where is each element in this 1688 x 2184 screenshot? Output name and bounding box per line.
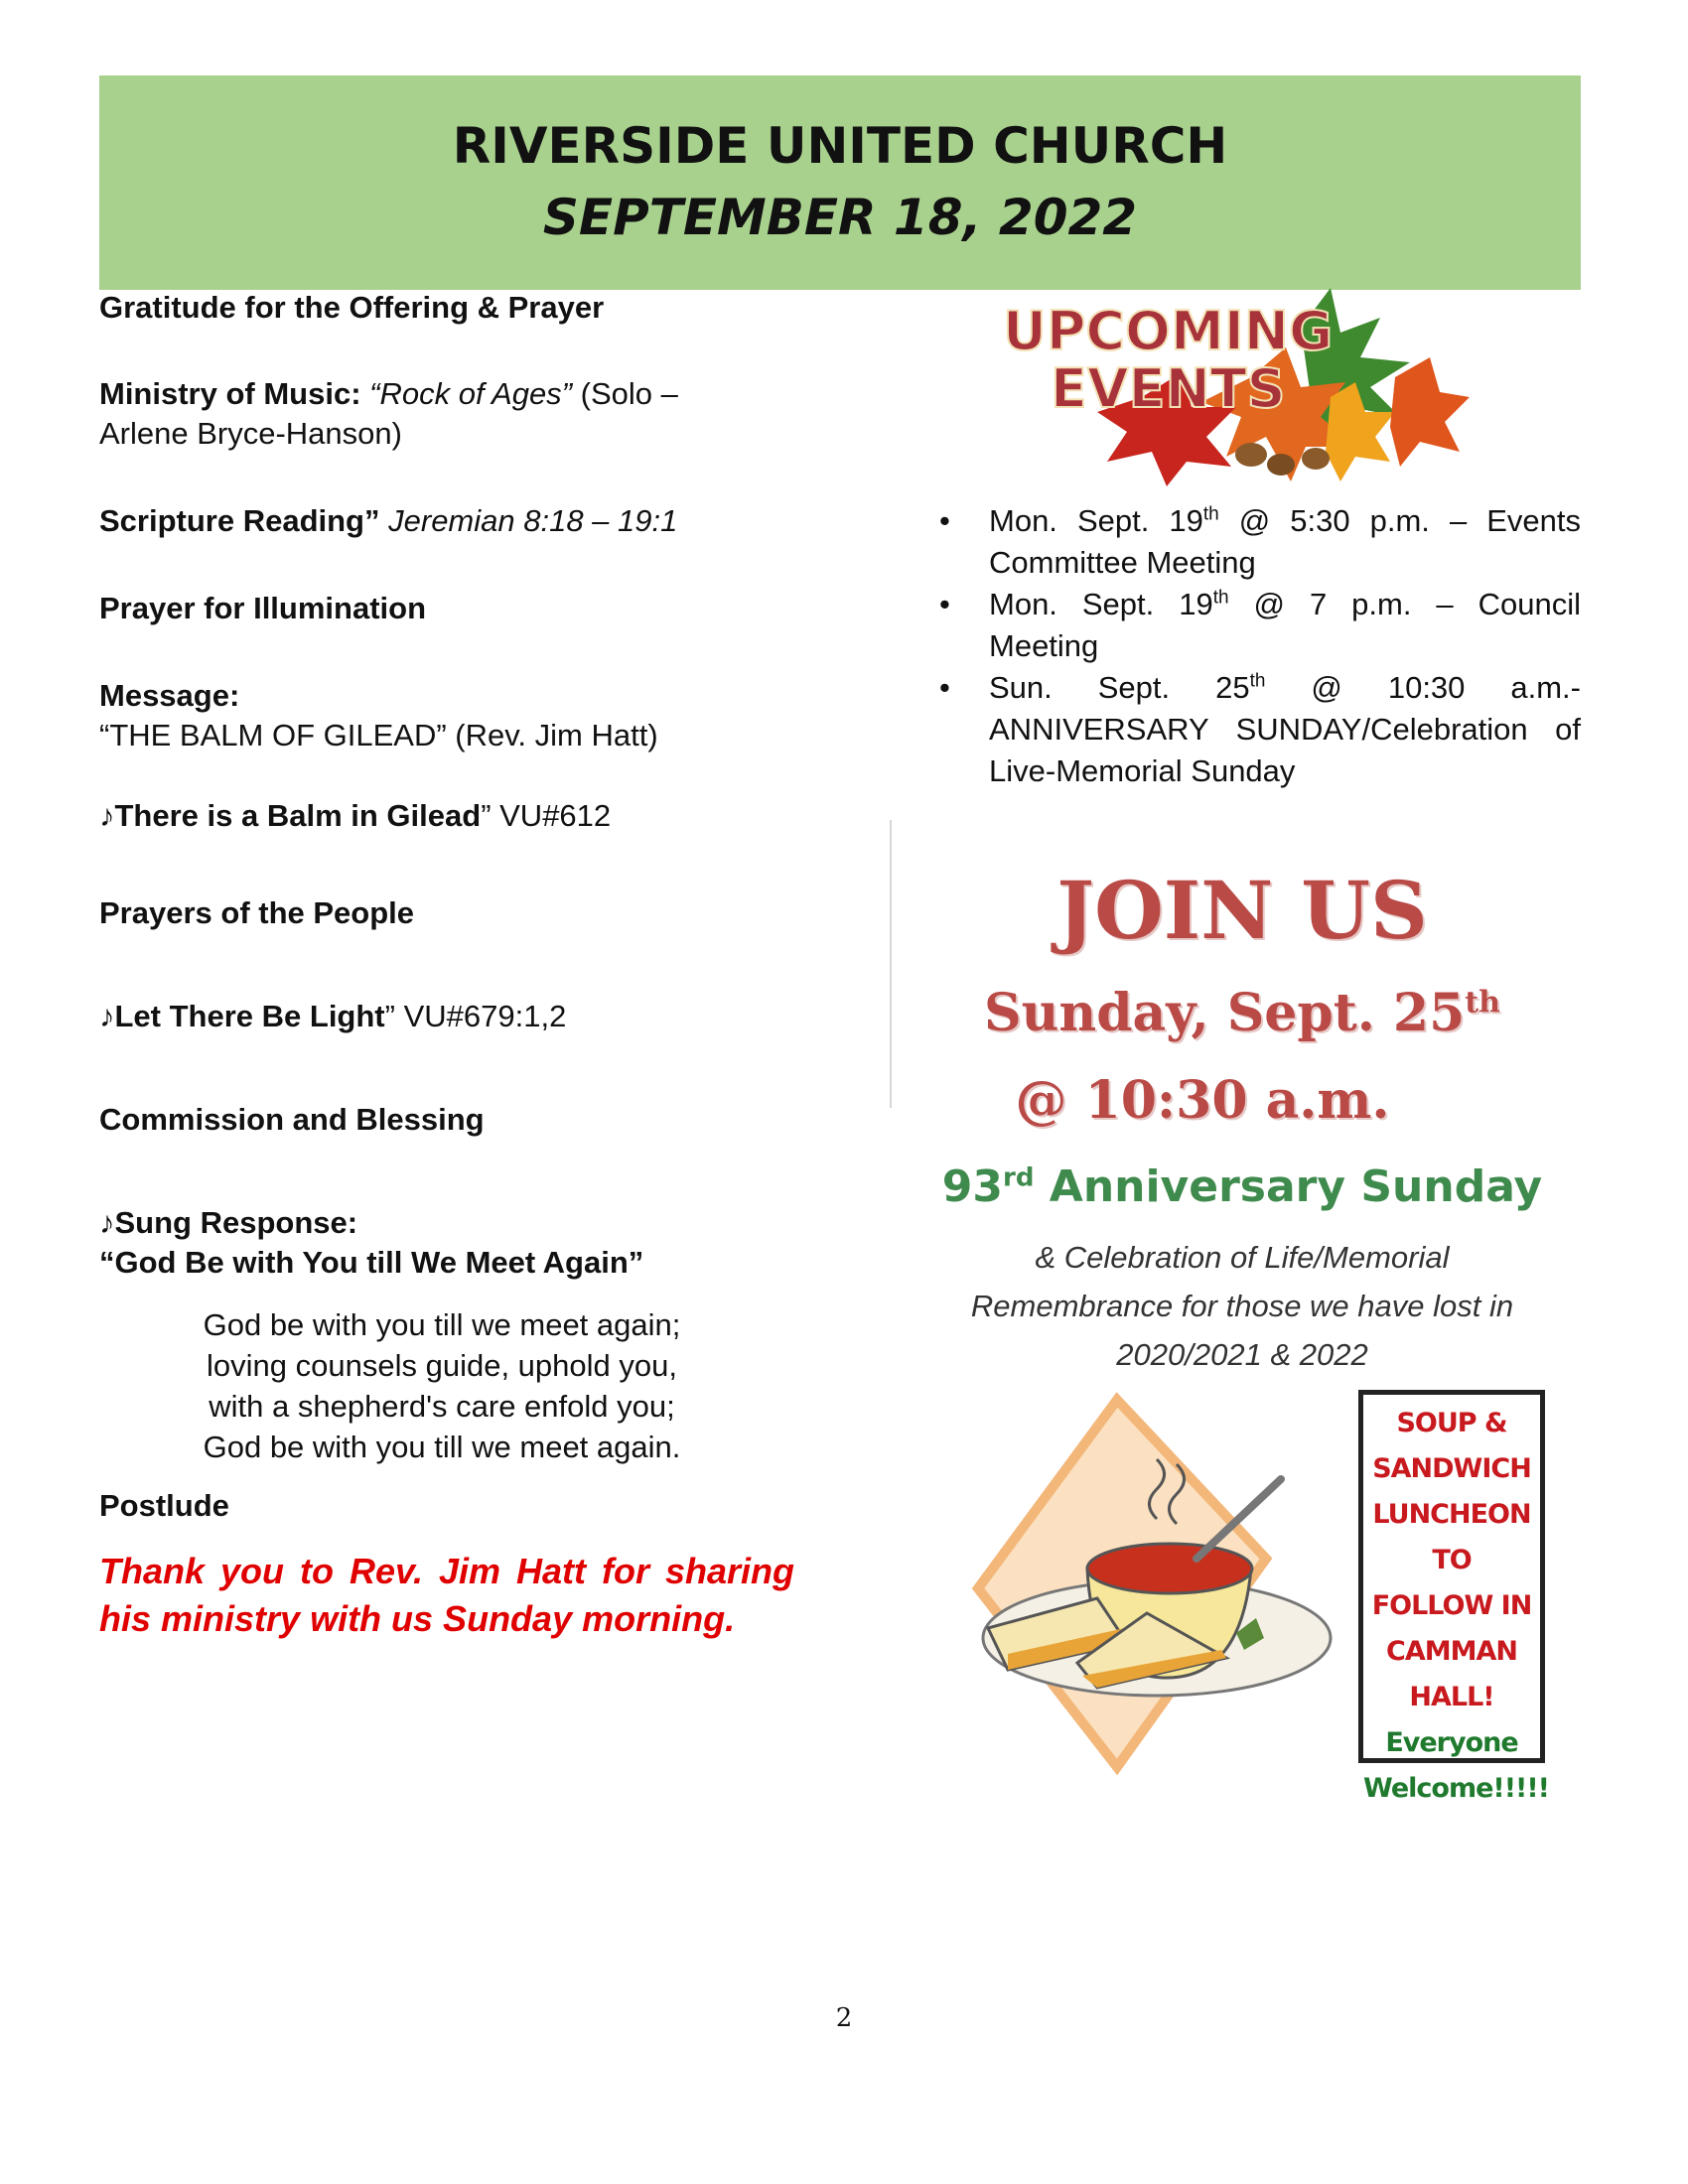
scripture-item <box>99 501 794 541</box>
upcoming-events-logo <box>1003 288 1470 486</box>
bullet-icon: • <box>939 670 950 705</box>
welcome-line: Welcome!!!!! <box>1363 1773 1549 1804</box>
event-detail: @ 7 p.m. – Council Meeting <box>989 587 1581 663</box>
luncheon-line: CAMMAN <box>1386 1636 1517 1667</box>
poster-day-text: Sunday, Sept. 25 <box>984 983 1466 1043</box>
event-date: Mon. Sept. 19 <box>989 587 1213 621</box>
bullet-icon: • <box>939 587 950 621</box>
soup-bowl-icon <box>968 1390 1355 1777</box>
hymn2-title: ♪Let There Be Light <box>99 999 385 1033</box>
bullet-icon: • <box>939 503 950 538</box>
logo-line2: EVENTS <box>1051 357 1286 420</box>
luncheon-line: SOUP & <box>1396 1408 1507 1438</box>
event-suffix: th <box>1249 670 1266 692</box>
page-number: 2 <box>835 2003 853 2033</box>
message-text: “THE BALM OF GILEAD” (Rev. Jim Hatt) <box>99 718 658 752</box>
soup-sandwich-illustration <box>968 1390 1355 1777</box>
anniversary-line <box>904 1161 1581 1212</box>
anniversary-number: 93 <box>941 1161 1004 1212</box>
join-heading: JOIN US <box>1056 864 1428 957</box>
thanks-note: Thank you to Rev. Jim Hatt for sharing his ministry with us Sunday morning. <box>99 1551 794 1639</box>
hymn2-number: ” VU#679:1,2 <box>384 999 567 1033</box>
commission-heading: Commission and Blessing <box>99 1102 485 1137</box>
prayers-heading: Prayers of the People <box>99 895 415 930</box>
hymn2-item <box>99 997 794 1036</box>
event-date: Sun. Sept. 25 <box>989 670 1250 705</box>
scripture-ref: Jeremian 8:18 – 19:1 <box>388 503 678 538</box>
event-suffix: th <box>1212 587 1229 609</box>
response-item <box>99 1203 794 1283</box>
poster-day <box>904 983 1581 1043</box>
bulletin-date: SEPTEMBER 18, 2022 <box>542 189 1138 246</box>
luncheon-line: FOLLOW IN <box>1371 1590 1532 1621</box>
hymn1-item <box>99 796 794 836</box>
music-performer: Arlene Bryce-Hanson) <box>99 416 402 451</box>
anniversary-suffix: rd <box>1003 1162 1035 1193</box>
lyric-line: with a shepherd's care enfold you; <box>209 1389 675 1424</box>
illumination-heading: Prayer for Illumination <box>99 591 427 625</box>
postlude-heading: Postlude <box>99 1488 229 1523</box>
event-item <box>933 667 1581 792</box>
hymn-lyrics <box>99 1304 784 1467</box>
music-label: Ministry of Music: <box>99 376 361 411</box>
message-label: Message: <box>99 678 240 713</box>
poster-time: @ 10:30 a.m. <box>1015 1070 1390 1131</box>
event-date: Mon. Sept. 19 <box>989 503 1203 538</box>
upcoming-events-list <box>933 500 1581 792</box>
header-banner <box>99 75 1581 290</box>
welcome-line: Everyone <box>1385 1727 1518 1758</box>
hymn1-title: ♪There is a Balm in Gilead <box>99 798 482 833</box>
luncheon-line: SANDWICH <box>1372 1453 1531 1484</box>
event-item <box>933 584 1581 667</box>
music-title: “Rock of Ages” <box>369 376 573 411</box>
celebration-line1: & Celebration of Life/Memorial <box>1035 1240 1450 1275</box>
scripture-label: Scripture Reading” <box>99 503 380 538</box>
music-item <box>99 374 794 454</box>
event-item <box>933 500 1581 584</box>
poster-day-suffix: th <box>1465 985 1500 1021</box>
message-item <box>99 676 794 755</box>
logo-line1: UPCOMING <box>1003 300 1334 362</box>
response-title: “God Be with You till We Meet Again” <box>99 1245 644 1280</box>
luncheon-notice <box>1358 1390 1549 1804</box>
luncheon-line: LUNCHEON TO <box>1372 1499 1531 1575</box>
autumn-leaves-icon <box>1003 288 1470 486</box>
lyric-line: loving counsels guide, uphold you, <box>207 1348 677 1383</box>
event-detail: @ 10:30 a.m.- ANNIVERSARY SUNDAY/Celebration of Live-Memorial Sunday <box>989 670 1581 788</box>
offering-heading: Gratitude for the Offering & Prayer <box>99 290 605 325</box>
church-name: RIVERSIDE UNITED CHURCH <box>452 117 1228 175</box>
lyric-line: God be with you till we meet again; <box>203 1307 681 1342</box>
music-rest: (Solo – <box>572 376 678 411</box>
hymn1-number: ” VU#612 <box>481 798 612 833</box>
celebration-line3: 2020/2021 & 2022 <box>1116 1337 1368 1372</box>
column-divider <box>890 820 892 1108</box>
celebration-line2: Remembrance for those we have lost in <box>970 1289 1514 1323</box>
event-detail: @ 5:30 p.m. – Events Committee Meeting <box>989 503 1581 580</box>
response-label: ♪Sung Response: <box>99 1205 358 1240</box>
luncheon-line: HALL! <box>1409 1682 1494 1712</box>
event-suffix: th <box>1202 503 1219 525</box>
lyric-line: God be with you till we meet again. <box>203 1430 681 1464</box>
anniversary-text: Anniversary Sunday <box>1034 1161 1543 1212</box>
